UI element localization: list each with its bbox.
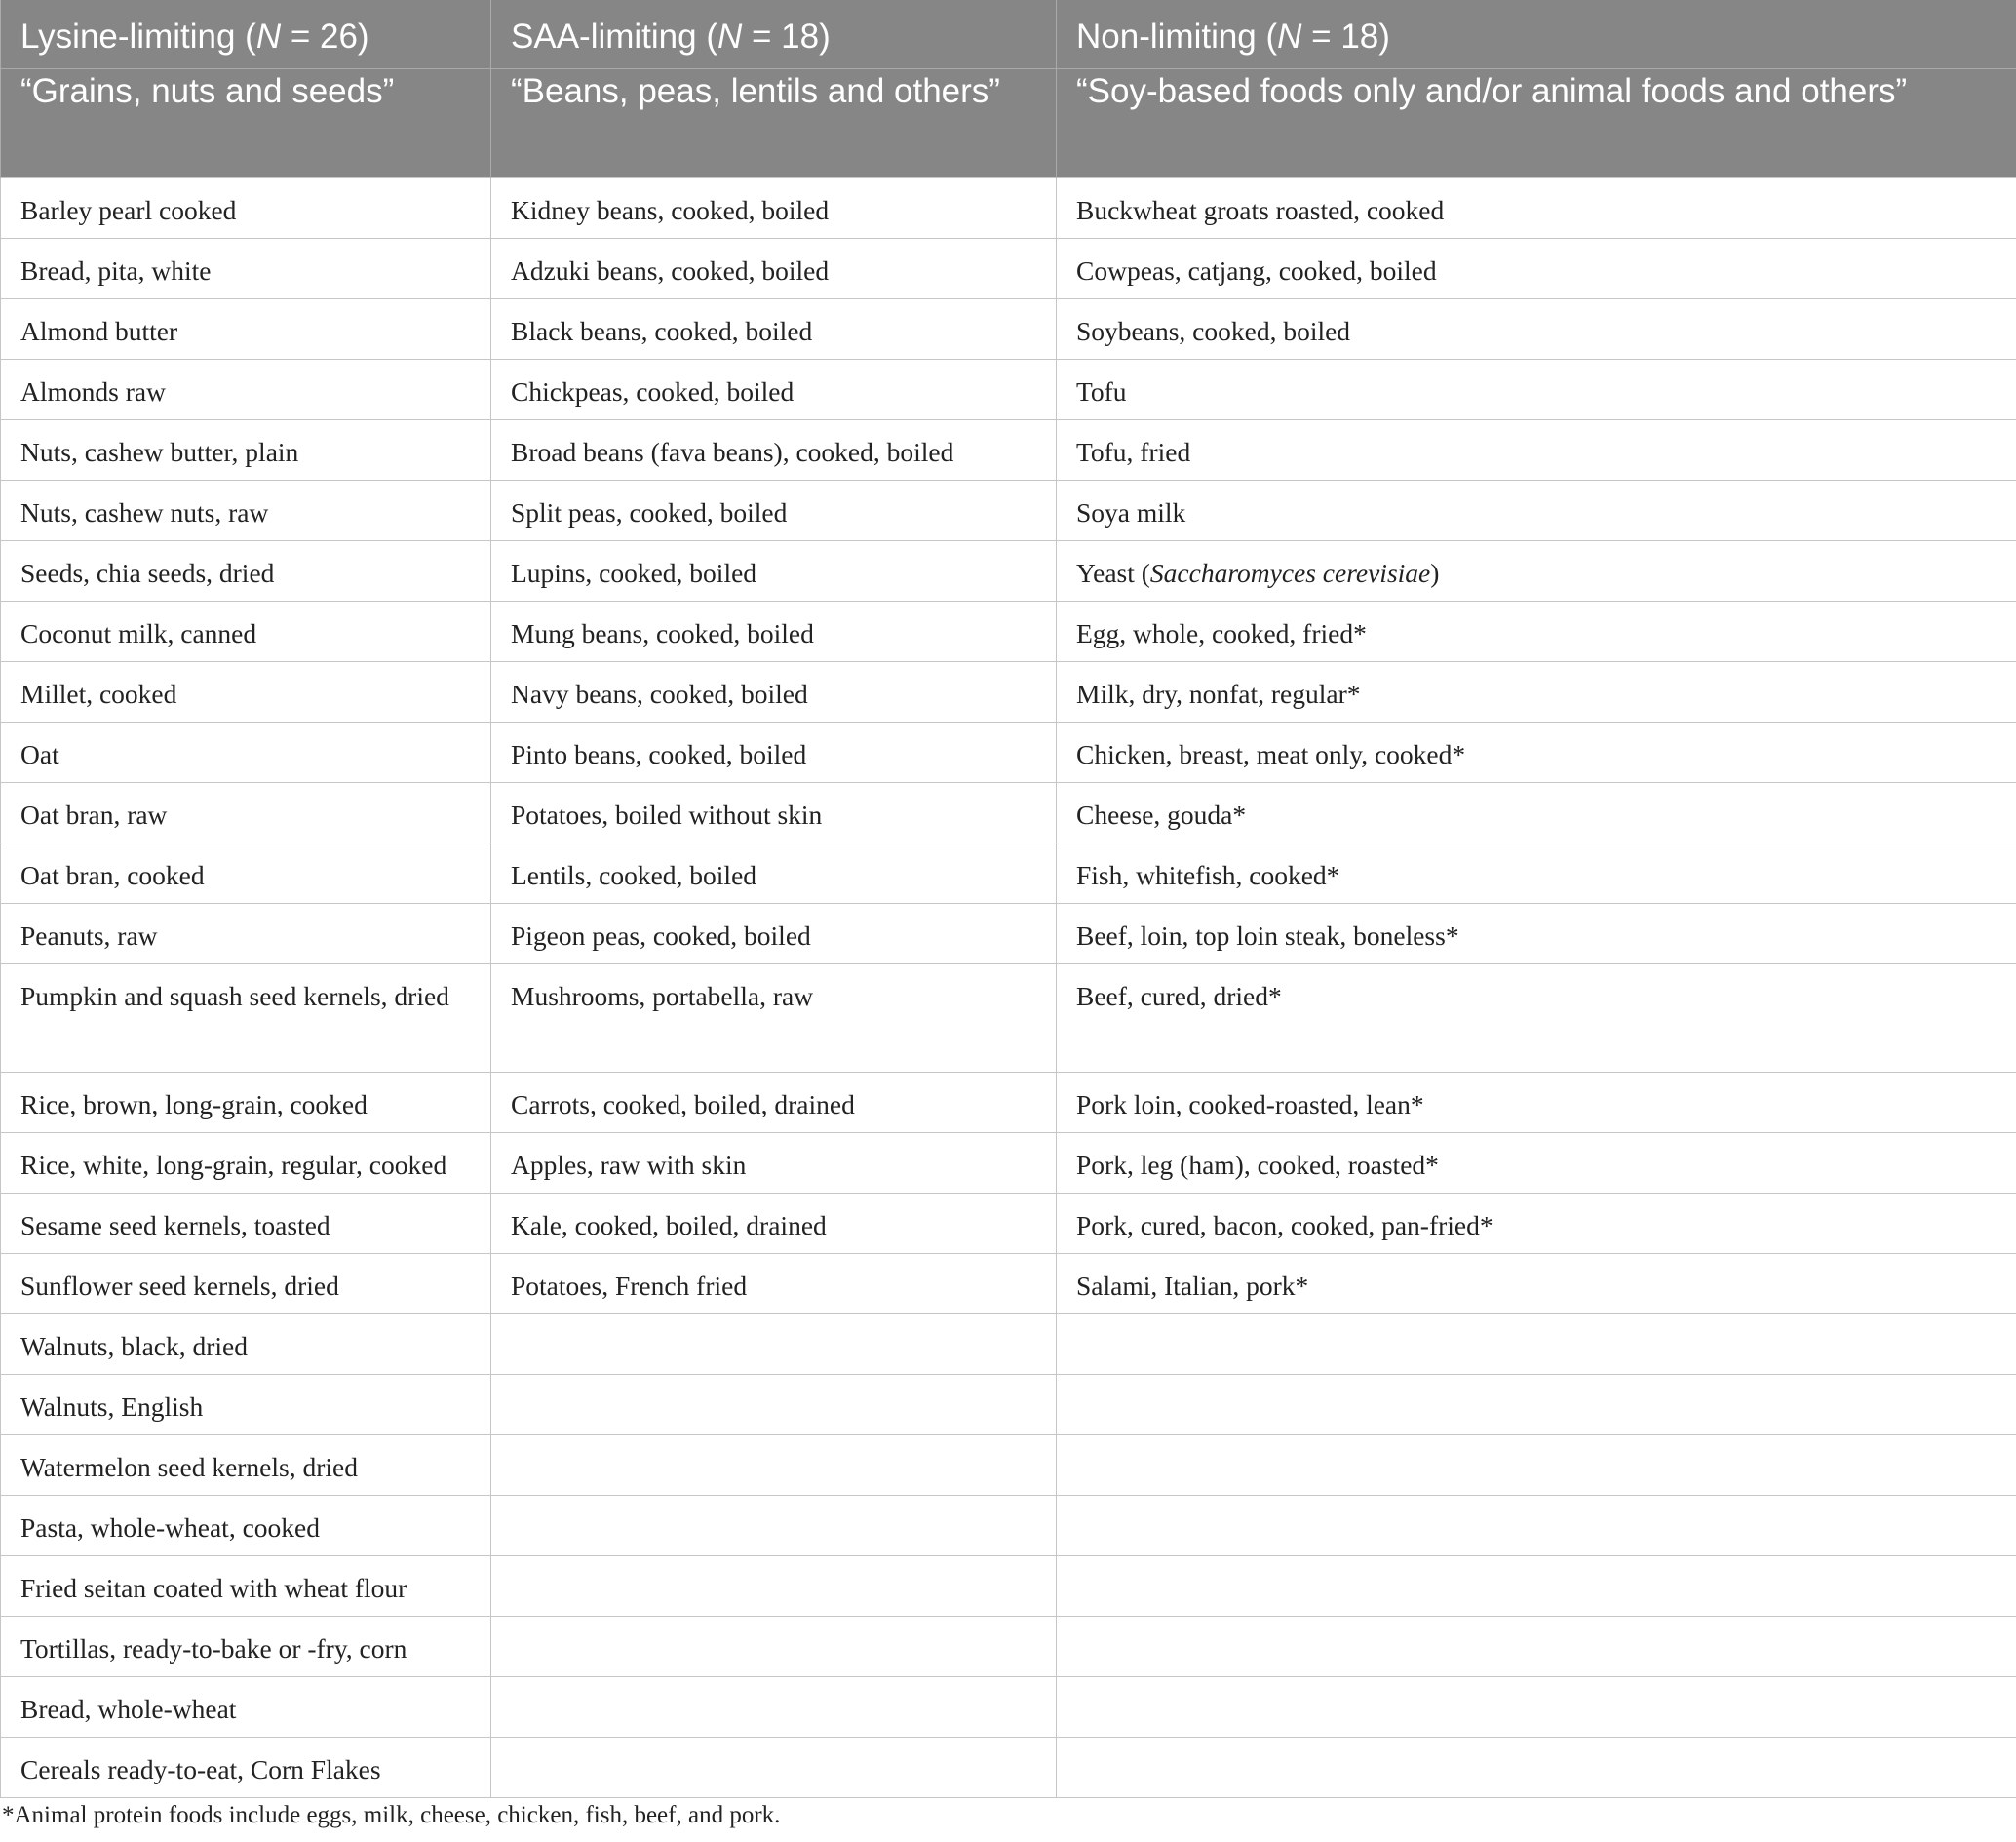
table-row bbox=[1, 903, 2016, 963]
table-row bbox=[1, 1616, 2016, 1676]
cell-non-limiting: Chicken, breast, meat only, cooked* bbox=[1057, 722, 2016, 782]
cell-saa-limiting bbox=[491, 1434, 1057, 1495]
cell-lysine-limiting: Peanuts, raw bbox=[1, 903, 491, 963]
cell-lysine-limiting: Seeds, chia seeds, dried bbox=[1, 540, 491, 601]
cell-saa-limiting: Pinto beans, cooked, boiled bbox=[491, 722, 1057, 782]
header-desc-saa: “Beans, peas, lentils and others” bbox=[491, 68, 1057, 177]
cell-non-limiting bbox=[1057, 1313, 2016, 1374]
cell-non-limiting: Pork, cured, bacon, cooked, pan-fried* bbox=[1057, 1193, 2016, 1253]
cell-saa-limiting bbox=[491, 1737, 1057, 1797]
cell-saa-limiting: Potatoes, boiled without skin bbox=[491, 782, 1057, 843]
header-n: N bbox=[1277, 18, 1302, 56]
cell-lysine-limiting: Oat bran, raw bbox=[1, 782, 491, 843]
table-row bbox=[1, 1374, 2016, 1434]
cell-saa-limiting: Chickpeas, cooked, boiled bbox=[491, 359, 1057, 419]
table-row bbox=[1, 661, 2016, 722]
header-n: N bbox=[255, 18, 282, 56]
cell-non-limiting bbox=[1057, 540, 2016, 601]
table-header bbox=[1, 0, 2016, 177]
cell-lysine-limiting: Walnuts, English bbox=[1, 1374, 491, 1434]
header-lysine-limiting bbox=[1, 0, 491, 68]
table-row bbox=[1, 1737, 2016, 1797]
cell-non-limiting: Cheese, gouda* bbox=[1057, 782, 2016, 843]
header-row-groups bbox=[1, 0, 2016, 68]
table-row bbox=[1, 1676, 2016, 1737]
cell-non-limiting: Beef, cured, dried* bbox=[1057, 963, 2016, 1072]
header-n: N bbox=[717, 18, 743, 56]
cell-non-limiting: Fish, whitefish, cooked* bbox=[1057, 843, 2016, 903]
cell-saa-limiting bbox=[491, 1555, 1057, 1616]
cell-saa-limiting: Broad beans (fava beans), cooked, boiled bbox=[491, 419, 1057, 480]
header-saa-limiting bbox=[491, 0, 1057, 68]
table-row bbox=[1, 601, 2016, 661]
yeast-species: Saccharomyces cerevisiae bbox=[1149, 557, 1431, 588]
table-row bbox=[1, 1253, 2016, 1313]
cell-non-limiting: Pork loin, cooked-roasted, lean* bbox=[1057, 1072, 2016, 1132]
header-row-descriptions bbox=[1, 68, 2016, 177]
table-row bbox=[1, 540, 2016, 601]
cell-lysine-limiting: Fried seitan coated with wheat flour bbox=[1, 1555, 491, 1616]
cell-saa-limiting: Lentils, cooked, boiled bbox=[491, 843, 1057, 903]
cell-saa-limiting: Split peas, cooked, boiled bbox=[491, 480, 1057, 540]
header-label: SAA-limiting ( bbox=[511, 18, 717, 56]
cell-lysine-limiting: Pasta, whole-wheat, cooked bbox=[1, 1495, 491, 1555]
cell-saa-limiting: Carrots, cooked, boiled, drained bbox=[491, 1072, 1057, 1132]
table-row bbox=[1, 722, 2016, 782]
cell-non-limiting: Egg, whole, cooked, fried* bbox=[1057, 601, 2016, 661]
table-row bbox=[1, 1555, 2016, 1616]
cell-non-limiting: Tofu bbox=[1057, 359, 2016, 419]
cell-saa-limiting bbox=[491, 1313, 1057, 1374]
cell-lysine-limiting: Sesame seed kernels, toasted bbox=[1, 1193, 491, 1253]
cell-saa-limiting: Kale, cooked, boiled, drained bbox=[491, 1193, 1057, 1253]
cell-non-limiting bbox=[1057, 1676, 2016, 1737]
table-row bbox=[1, 782, 2016, 843]
cell-lysine-limiting: Bread, pita, white bbox=[1, 238, 491, 298]
cell-non-limiting bbox=[1057, 1374, 2016, 1434]
cell-lysine-limiting: Almonds raw bbox=[1, 359, 491, 419]
cell-saa-limiting bbox=[491, 1374, 1057, 1434]
table-row bbox=[1, 1495, 2016, 1555]
cell-lysine-limiting: Bread, whole-wheat bbox=[1, 1676, 491, 1737]
table-row bbox=[1, 843, 2016, 903]
cell-saa-limiting bbox=[491, 1616, 1057, 1676]
cell-non-limiting: Tofu, fried bbox=[1057, 419, 2016, 480]
yeast-suffix: ) bbox=[1430, 557, 1440, 588]
table-row bbox=[1, 359, 2016, 419]
cell-non-limiting: Cowpeas, catjang, cooked, boiled bbox=[1057, 238, 2016, 298]
header-label: Non-limiting ( bbox=[1076, 18, 1278, 56]
table-footnote: *Animal protein foods include eggs, milk, cheese, chicken, fish, beef, and pork. bbox=[2, 1802, 781, 1828]
cell-lysine-limiting: Millet, cooked bbox=[1, 661, 491, 722]
table-row bbox=[1, 1313, 2016, 1374]
header-desc-non-limiting: “Soy-based foods only and/or animal foods and others” bbox=[1057, 68, 2016, 177]
cell-non-limiting bbox=[1057, 1737, 2016, 1797]
cell-non-limiting bbox=[1057, 1616, 2016, 1676]
table-row bbox=[1, 1132, 2016, 1193]
table-row bbox=[1, 963, 2016, 1072]
table-row bbox=[1, 1193, 2016, 1253]
cell-non-limiting: Salami, Italian, pork* bbox=[1057, 1253, 2016, 1313]
table-row bbox=[1, 298, 2016, 359]
table-row bbox=[1, 177, 2016, 238]
table-row bbox=[1, 1434, 2016, 1495]
header-label: Lysine-limiting ( bbox=[20, 18, 256, 56]
cell-saa-limiting: Potatoes, French fried bbox=[491, 1253, 1057, 1313]
cell-saa-limiting bbox=[491, 1495, 1057, 1555]
cell-saa-limiting: Mushrooms, portabella, raw bbox=[491, 963, 1057, 1072]
cell-lysine-limiting: Tortillas, ready-to-bake or -fry, corn bbox=[1, 1616, 491, 1676]
cell-non-limiting: Buckwheat groats roasted, cooked bbox=[1057, 177, 2016, 238]
cell-lysine-limiting: Pumpkin and squash seed kernels, dried bbox=[1, 963, 491, 1072]
cell-lysine-limiting: Watermelon seed kernels, dried bbox=[1, 1434, 491, 1495]
cell-lysine-limiting: Nuts, cashew butter, plain bbox=[1, 419, 491, 480]
cell-non-limiting bbox=[1057, 1495, 2016, 1555]
cell-lysine-limiting: Cereals ready-to-eat, Corn Flakes bbox=[1, 1737, 491, 1797]
table-row bbox=[1, 238, 2016, 298]
cell-lysine-limiting: Oat bbox=[1, 722, 491, 782]
cell-non-limiting: Soybeans, cooked, boiled bbox=[1057, 298, 2016, 359]
cell-saa-limiting: Lupins, cooked, boiled bbox=[491, 540, 1057, 601]
cell-non-limiting: Beef, loin, top loin steak, boneless* bbox=[1057, 903, 2016, 963]
cell-lysine-limiting: Almond butter bbox=[1, 298, 491, 359]
table-row bbox=[1, 480, 2016, 540]
cell-lysine-limiting: Oat bran, cooked bbox=[1, 843, 491, 903]
cell-non-limiting bbox=[1057, 1555, 2016, 1616]
cell-lysine-limiting: Barley pearl cooked bbox=[1, 177, 491, 238]
cell-lysine-limiting: Rice, brown, long-grain, cooked bbox=[1, 1072, 491, 1132]
header-count: = 18) bbox=[742, 18, 831, 56]
table-body bbox=[1, 177, 2016, 1797]
cell-saa-limiting: Adzuki beans, cooked, boiled bbox=[491, 238, 1057, 298]
header-desc-lysine: “Grains, nuts and seeds” bbox=[1, 68, 491, 177]
cell-lysine-limiting: Rice, white, long-grain, regular, cooked bbox=[1, 1132, 491, 1193]
cell-saa-limiting: Navy beans, cooked, boiled bbox=[491, 661, 1057, 722]
cell-saa-limiting: Mung beans, cooked, boiled bbox=[491, 601, 1057, 661]
cell-saa-limiting: Kidney beans, cooked, boiled bbox=[491, 177, 1057, 238]
table-row bbox=[1, 419, 2016, 480]
cell-saa-limiting: Apples, raw with skin bbox=[491, 1132, 1057, 1193]
cell-saa-limiting: Pigeon peas, cooked, boiled bbox=[491, 903, 1057, 963]
cell-saa-limiting: Black beans, cooked, boiled bbox=[491, 298, 1057, 359]
header-count: = 18) bbox=[1301, 18, 1390, 56]
cell-saa-limiting bbox=[491, 1676, 1057, 1737]
cell-lysine-limiting: Nuts, cashew nuts, raw bbox=[1, 480, 491, 540]
cell-non-limiting bbox=[1057, 1434, 2016, 1495]
cell-non-limiting: Milk, dry, nonfat, regular* bbox=[1057, 661, 2016, 722]
cell-non-limiting: Pork, leg (ham), cooked, roasted* bbox=[1057, 1132, 2016, 1193]
cell-non-limiting: Soya milk bbox=[1057, 480, 2016, 540]
cell-lysine-limiting: Coconut milk, canned bbox=[1, 601, 491, 661]
header-count: = 26) bbox=[281, 18, 369, 56]
yeast-prefix: Yeast ( bbox=[1076, 557, 1150, 588]
header-non-limiting bbox=[1057, 0, 2016, 68]
cell-lysine-limiting: Walnuts, black, dried bbox=[1, 1313, 491, 1374]
cell-lysine-limiting: Sunflower seed kernels, dried bbox=[1, 1253, 491, 1313]
table-row bbox=[1, 1072, 2016, 1132]
